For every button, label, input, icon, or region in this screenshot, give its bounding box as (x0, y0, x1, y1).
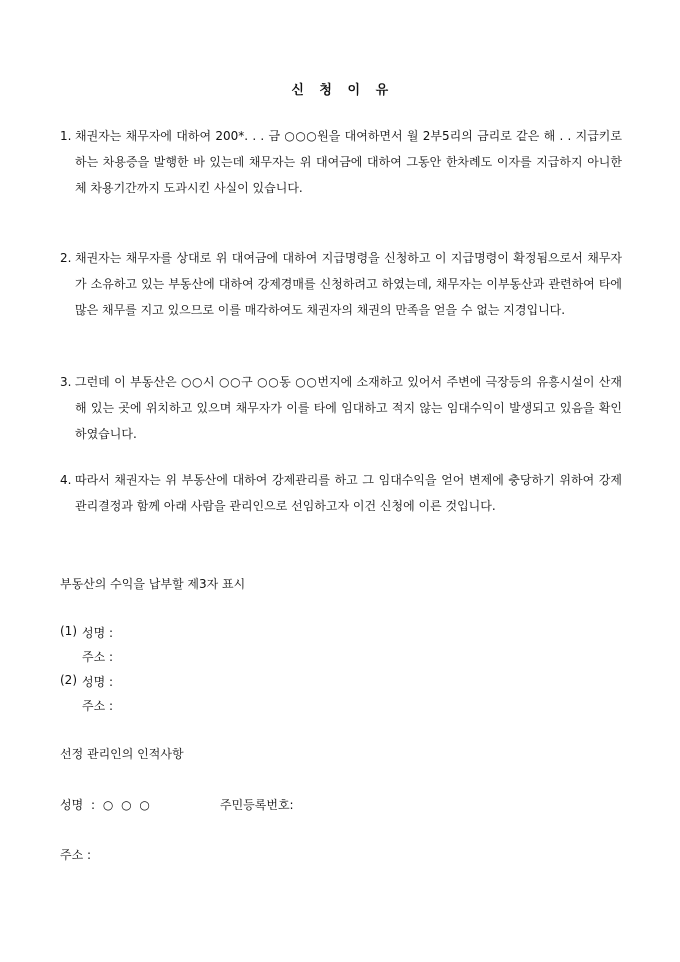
manager-id-number: 주민등록번호: (220, 798, 294, 812)
third-party-2-address: 주소 : (82, 699, 114, 713)
reason-paragraph-3 (60, 369, 622, 447)
manager-address: 주소 : (60, 848, 92, 862)
paragraph-text: 따라서 채권자는 위 부동산에 대하여 강제관리를 하고 그 임대수익을 얻어 변제에 충당하기 위하여 강제관리결정과 함께 아래 사람을 관리인으로 선임하고자 이건 신청에 이른 것입니다. (75, 473, 622, 513)
paragraph-text: 채권자는 채무자를 상대로 위 대여금에 대하여 지급명령을 신청하고 이 지급명령이 확정됨으로서 채무자가 소유하고 있는 부동산에 대하여 강제경매를 신청하려고 하였는데, 채무자는 이부동산과 관련하여 타에 많은 채무를 지고 있으므로 이를 매각하여도 채권자의 채권의 만족을 얻을 수 없는 지경입니다. (75, 251, 622, 317)
third-party-2-name: 성명 : (82, 675, 114, 689)
manager-name: 성명 : ○ ○ ○ (60, 798, 150, 812)
third-party-1-name: 성명 : (82, 626, 114, 640)
reason-paragraph-2 (60, 245, 622, 323)
paragraph-number: 4. (60, 473, 72, 487)
paragraph-number: 1. (60, 129, 72, 143)
reason-paragraph-4 (60, 467, 622, 519)
paragraph-number: 2. (60, 251, 72, 265)
paragraph-text: 그런데 이 부동산은 ○○시 ○○구 ○○동 ○○번지에 소재하고 있어서 주변에 극장등의 유흥시설이 산재 해 있는 곳에 위치하고 있으며 채무자가 이를 타에 임대하고 적지 않는 임대수익이 발생되고 있음을 확인하였습니다. (75, 375, 622, 441)
reason-paragraph-1 (60, 123, 622, 201)
document-title: 신 청 이 유 (291, 83, 389, 98)
third-party-1-address: 주소 : (82, 650, 114, 664)
paragraph-number: 3. (60, 375, 72, 389)
third-party-2-index: (2) (60, 673, 77, 687)
third-party-1-index: (1) (60, 624, 77, 638)
paragraph-text: 채권자는 채무자에 대하여 200*. . . 금 ○○○원을 대여하면서 월 2부5리의 금리로 같은 해 . . 지급키로 하는 차용증을 발행한 바 있는데 채무자는 위 대여금에 대하여 그동안 한차례도 이자를 지급하지 아니한 체 차용기간까지 도과시킨 사실이 있습니다. (75, 129, 622, 195)
manager-heading: 선정 관리인의 인적사항 (60, 747, 184, 761)
third-party-heading: 부동산의 수익을 납부할 제3자 표시 (60, 577, 246, 591)
